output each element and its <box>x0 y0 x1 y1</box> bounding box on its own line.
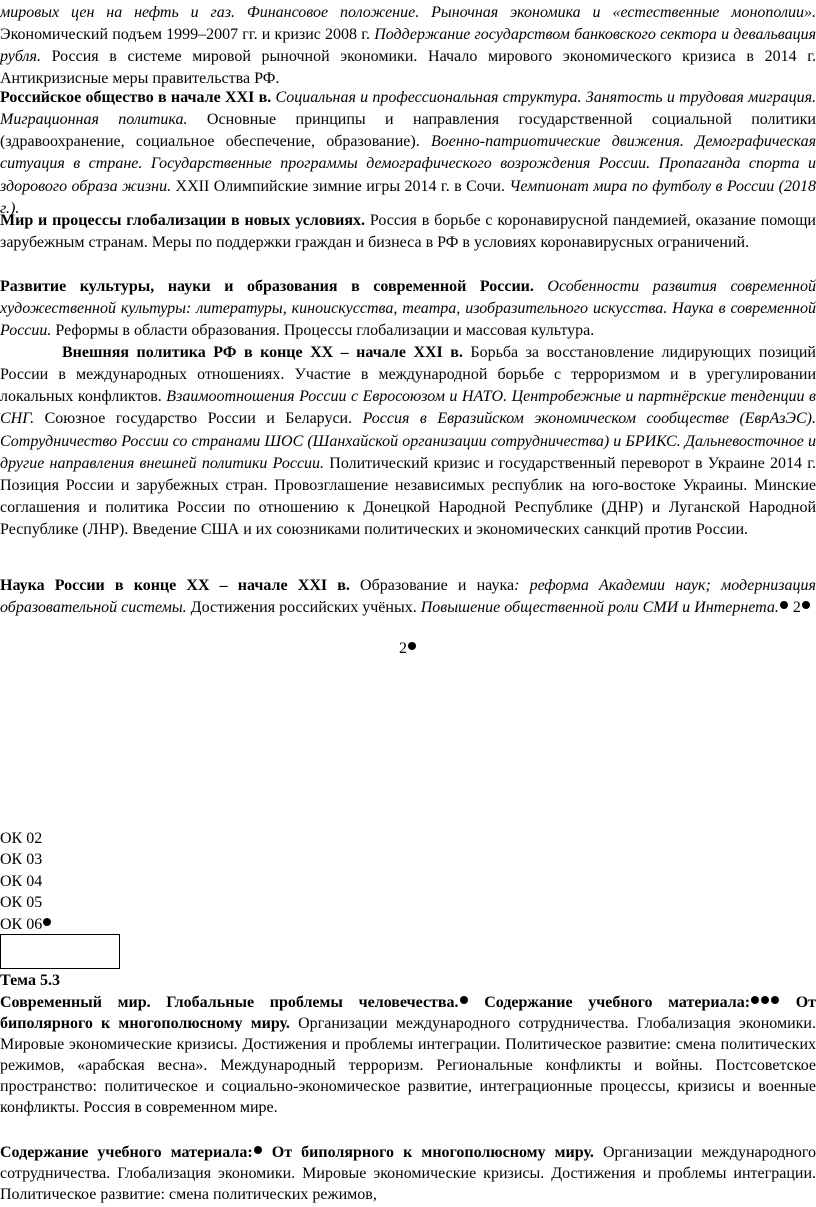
italic-text: Взаимоотношения России с Евросоюзом и НАТО. Центробежные и партнёрские тенденции в СНГ. <box>0 388 816 428</box>
paragraph-topic-content <box>0 1142 816 1205</box>
bullet-marker <box>780 601 788 609</box>
italic-text: Военно-патриотические движения. Демографическая ситуация в стране. Государственные программы демографического возрождения России. Пропаганда спорта и здорового образа жизни. <box>0 133 816 195</box>
italic-text: мировых цен на нефть и газ. Финансовое положение. Рыночная экономика и «естественные монополии». <box>0 4 816 21</box>
bold-heading-text: Развитие культуры, науки и образования в современной России. <box>0 278 534 295</box>
paragraph-society <box>0 87 816 220</box>
bullet-marker <box>802 601 810 609</box>
body-text: Достижения российских учёных. <box>186 599 421 617</box>
bullet-marker <box>761 996 769 1004</box>
italic-text: Особенности развития современной художественной культуры: литературы, киноискусства, театра, изобразительного искусства. Наука в современной России. <box>0 278 816 340</box>
italic-text: Повышение общественной роли СМИ и Интернета. <box>420 599 779 617</box>
body-text: Образование и наука <box>349 577 515 594</box>
bullet-marker <box>771 996 779 1004</box>
italic-text: Россия в Евразийском экономическом сообществе (ЕврАзЭС). Сотрудничество России со странами ШОС (Шанхайской организации сотрудничества) и БРИКС. Дальневосточное и другие направления внешней политики России. <box>0 410 816 472</box>
paragraph-culture <box>0 276 816 342</box>
paragraph-economy <box>0 2 816 91</box>
italic-text: : реформа Академии наук; модернизация образовательной системы. <box>0 577 816 617</box>
competency-ok05: ОК 05 <box>0 894 43 911</box>
body-text: Организации международного сотрудничества. Глобализация экономики. Мировые экономические кризисы. Достижения и проблемы интеграции. Политическое развитие: смена политических режимов, «арабская весна». Международный терроризм. Региональные конфликты и войны. Постсоветское пространство: политическое и социально-экономическое развитие, интеграционные процессы, кризисы и военные конфликты. Россия в современном мире. <box>0 1015 816 1116</box>
bullet-marker <box>43 918 51 926</box>
paragraph-science <box>0 575 816 619</box>
body-text: Россия в борьбе с коронавирусной пандемией, оказание помощи зарубежным странам. Меры по поддержки граждан и бизнеса в РФ в условиях коронавирусных ограничений. <box>0 212 816 252</box>
bullet-marker <box>460 996 468 1004</box>
competency-ok04: ОК 04 <box>0 873 43 890</box>
competency-ok02: ОК 02 <box>0 830 43 847</box>
body-text: XXII Олимпийские зимние игры 2014 г. в Сочи. <box>171 177 510 195</box>
body-text: 2 <box>788 599 801 617</box>
empty-table-cell <box>0 934 120 969</box>
bullet-marker <box>408 642 416 650</box>
body-text: Россия в системе мировой рыночной экономики. Начало мирового экономического кризиса в 2014 г. Антикризисные меры правительства РФ. <box>0 48 816 88</box>
bold-heading-text: Содержание учебного материала: <box>0 1144 253 1161</box>
paragraph-foreign-policy <box>0 342 816 541</box>
body-text: Основные принципы и направления государственной социальной политики (здравоохранение, социальное обеспечение, образование). <box>0 111 816 151</box>
paragraph-globalization <box>0 210 816 254</box>
bold-heading-text: Содержание учебного материала: <box>468 994 751 1011</box>
bullet-marker <box>751 996 759 1004</box>
body-text: Организации международного сотрудничества. Глобализация экономики. Мировые экономические кризисы. Достижения и проблемы интеграции. Политическое развитие: смена политических режимов, <box>0 1144 816 1203</box>
body-text: Политический кризис и государственный переворот в Украине 2014 г. Позиция России и зарубежных стран. Провозглашение независимых республик на юго-востоке Украины. Минские соглашения и политика России по отношению к Донецкой Народной Республике (ДНР) и Луганской Народной Республике (ЛНР). Введение США и их союзниками политических и экономических санкций против России. <box>0 454 816 539</box>
bullet-marker <box>254 1146 262 1154</box>
competency-ok03: ОК 03 <box>0 851 43 868</box>
bold-heading-text: Современный мир. Глобальные проблемы человечества. <box>0 994 459 1011</box>
bold-heading-text: От биполярного к многополюсному миру. <box>262 1144 594 1161</box>
paragraph-topic-5-3 <box>0 992 816 1118</box>
competency-ok06: ОК 06 <box>0 914 52 936</box>
body-text: Реформы в области образования. Процессы глобализации и массовая культура. <box>51 322 595 340</box>
body-text: Борьба за восстановление лидирующих позиций России в международных отношениях. Участие в международной борьбе с терроризмом и в урегулировании локальных конфликтов. <box>0 344 816 406</box>
bold-heading-text: Наука России в конце XX – начале XXI в. <box>0 577 350 594</box>
italic-text: Чемпионат мира по футболу в России (2018 г.). <box>0 177 816 217</box>
bold-heading-text: От биполярного к многополюсному миру. <box>0 994 816 1032</box>
italic-text: Социальная и профессиональная структура. Занятость и трудовая миграция. Миграционная политика. <box>0 89 816 129</box>
bold-heading-text: Мир и процессы глобализации в новых условиях. <box>0 212 365 229</box>
body-text: Союзное государство России и Беларуси. <box>34 410 363 428</box>
topic-label: Тема 5.3 <box>0 972 60 989</box>
bold-heading-text: Внешняя политика РФ в конце XX – начале XXI в. <box>62 344 463 361</box>
bold-heading-text: Российское общество в начале XXI в. <box>0 89 272 106</box>
body-text: Экономический подъем 1999–2007 гг. и кризис 2008 г. <box>0 26 375 44</box>
italic-text: Поддержание государством банковского сектора и девальвация рубля. <box>0 26 816 66</box>
hours-mark: 2 <box>0 638 816 660</box>
